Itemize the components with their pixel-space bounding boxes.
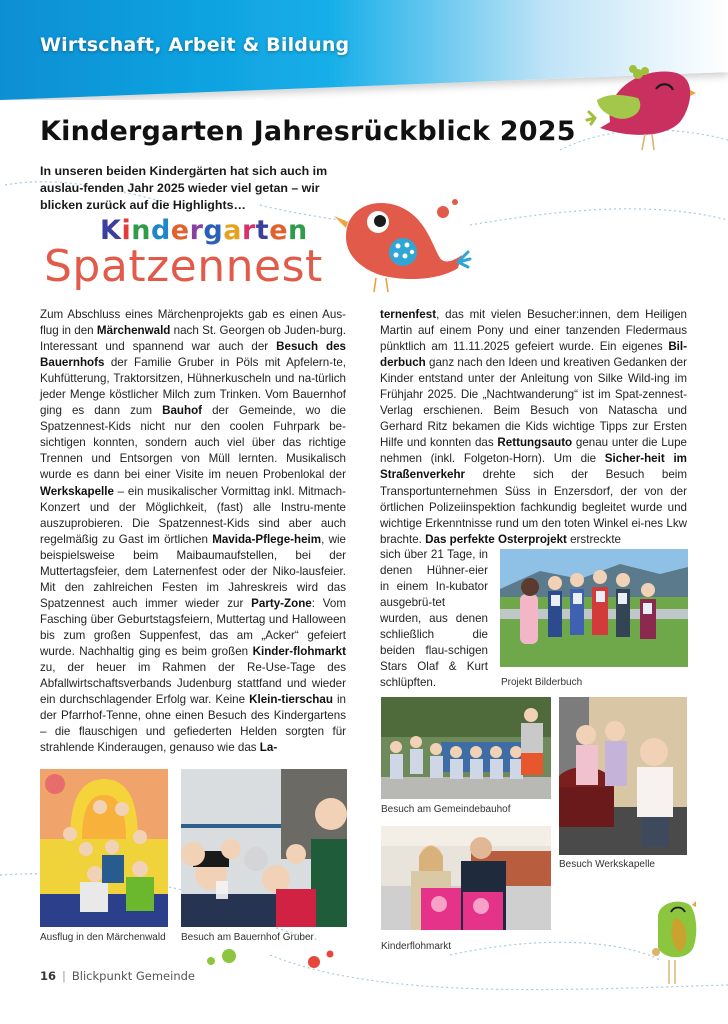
- red-dot: [308, 956, 320, 968]
- body-text: – ein musikalischer Vormittag inkl. Mitmach-Konzert und der Möglichkeit, (fast) alle Instru-mente auszuprobieren. Die Spatzennest-Kids sind aber auch regelmäßig zu Gast im örtlichen: [40, 484, 346, 546]
- green-dot: [222, 949, 236, 963]
- body-text: , das mit vielen Besucher:innen, dem Heiligen Martin auf einem Pony und einer tanzenden Fledermaus pünktlich am 11.11.2025 gefeiert wurde. Ein eigenes: [380, 308, 687, 354]
- bold-highlight: Party-Zone: [251, 596, 312, 610]
- kindergarten-spatzennest-logo: [40, 213, 340, 305]
- green-bird-icon: [652, 901, 696, 984]
- logo-letter: i: [121, 215, 132, 246]
- photo-werkskapelle: [559, 697, 687, 855]
- article-column-1: [40, 307, 346, 756]
- dotted-line: [270, 955, 728, 990]
- green-dot: [207, 957, 215, 965]
- photo-gemeindebauhof: [381, 697, 551, 799]
- page-footer: [40, 969, 195, 983]
- red-dot: [452, 199, 458, 205]
- logo-letter: n: [288, 215, 308, 246]
- logo-letter: K: [100, 215, 122, 246]
- bold-highlight: Klein-tierschau: [249, 693, 333, 707]
- bold-highlight: Märchenwald: [96, 324, 171, 338]
- footer-separator: |: [62, 969, 66, 983]
- bold-highlight: Das perfekte Osterprojekt: [425, 532, 567, 546]
- body-text: zu, der heuer im Rahmen der Re-Use-Tage des Abfallwirtschaftsverbands Judenburg stattfand und wieder ein durchschlagender Erfolg war. Keine: [40, 661, 346, 707]
- article-intro: In unseren beiden Kindergärten hat sich auch im auslau-fenden Jahr 2025 wieder viel getan – wir blicken zurück auf die Highlights…: [40, 164, 328, 212]
- article-column-2: [380, 307, 687, 548]
- photo-projekt-bilderbuch: [500, 549, 688, 667]
- logo-letter: a: [223, 215, 242, 246]
- photo-maerchenwald: [40, 769, 168, 927]
- publication-name: Blickpunkt Gemeinde: [71, 969, 195, 983]
- logo-letter: d: [150, 215, 171, 246]
- caption-projekt-bilderbuch: Projekt Bilderbuch: [501, 677, 583, 688]
- caption-kinderflohmarkt: Kinderflohmarkt: [381, 941, 452, 952]
- red-bird-icon: [334, 203, 470, 292]
- bold-highlight: Sicher-heit im Straßenverkehr: [380, 452, 687, 482]
- caption-maerchenwald: Ausflug in den Märchenwald: [40, 932, 166, 943]
- logo-letter: r: [241, 215, 256, 246]
- logo-letter: n: [131, 215, 151, 246]
- body-text: genau unter die Lupe nehmen (inkl. Folgeton-Horn). Um die: [380, 436, 687, 466]
- caption-gemeindebauhof: Besuch am Gemeindebauhof: [381, 804, 511, 815]
- photo-bauernhof: [181, 769, 347, 927]
- page-number: 16: [40, 969, 57, 983]
- caption-werkskapelle: Besuch Werkskapelle: [559, 859, 655, 870]
- body-text: drehte sich der Besuch beim Transportunternehmen Süss in Enzersdorf, der von der örtlichen Polizeiinspektion fachkundig begleitet wurde und wichtige Erkenntnisse rund um den toten Winkel ei-nes Lkw brachte.: [380, 468, 687, 546]
- logo-letter: g: [203, 215, 224, 246]
- bold-highlight: La-: [259, 741, 278, 755]
- body-text: : Vom Fasching über Geburtstagsfeiern, Muttertag und Halloween bis zum großen Suppenfest, das am „Acker“ gefeiert wurde. Nachhaltig ging es beim großen: [40, 596, 346, 658]
- logo-letter: t: [255, 215, 270, 246]
- pink-bird-icon: [587, 65, 696, 150]
- body-text: ganz nach den Ideen und kreativen Gedanken der Kinder entstand unter der Anleitung von Silke Wild-ing im Frühjahr 2025. Die „Nachtwanderung“ ist im Spat-zennest-Verlag erschienen. Beim Besuch von Natascha und Gerhard Ritz bekamen die Kids wichtige Tipps zur Ersten Hilfe und konnten das: [380, 356, 687, 450]
- section-title: Wirtschaft, Arbeit & Bildung: [40, 34, 350, 56]
- logo-letter: e: [269, 215, 289, 246]
- caption-bauernhof: Besuch am Bauernhof Gruber: [181, 932, 314, 943]
- bold-highlight: ternenfest: [380, 308, 437, 321]
- body-text: , wie beispielsweise beim Maibaumaufstellen, bei der Muttertagsfeier, dem Laternenfest oder der Niko-lausfeier. Mit den zahlreichen Festen im Jahreskreis wird das Spatzennest auch immer wieder zur: [40, 532, 346, 610]
- bold-highlight: Kinder-flohmarkt: [252, 644, 346, 658]
- bold-highlight: Rettungsauto: [497, 436, 573, 450]
- body-text: der Familie Gruber in Pöls mit Apfelern-te, Kuhfütterung, Traktorsitzen, Hühnerkuscheln und na-türlich jeder Menge köstlicher Milch zum Trinken. Vom Bauernhof ging es dann zum: [40, 356, 346, 418]
- bold-highlight: Bauhof: [162, 404, 203, 418]
- article-headline: Kindergarten Jahresrückblick 2025: [40, 116, 576, 147]
- body-text: in der Pfarrhof-Tenne, ohne einen Besuch des Kindergartens – die flauschigen und gefiederten Helden sorgten für strahlende Kinderaugen, genauso wie das: [40, 693, 346, 755]
- red-dot: [327, 951, 334, 958]
- logo-spatzennest-text: Spatzennest: [44, 241, 323, 292]
- dotted-line: [450, 942, 660, 960]
- bold-highlight: Bil-derbuch: [380, 340, 687, 370]
- dotted-line: [470, 209, 728, 225]
- bold-highlight: Werkskapelle: [40, 484, 114, 498]
- red-dot: [437, 206, 449, 218]
- bold-highlight: Besuch des Bauernhofs: [40, 340, 346, 370]
- photo-kinderflohmarkt: [381, 826, 551, 930]
- article-column-2-wrap: sich über 21 Tage, in denen Hühner-eier in einem In-kubator ausgebrü-tet wurden, aus denen schließlich die beiden flau-schigen Stars Olaf & Kurt schlüpften.: [380, 548, 488, 690]
- logo-letter: r: [189, 215, 204, 246]
- body-text: erstreckte: [566, 532, 622, 546]
- logo-letter: e: [170, 215, 190, 246]
- body-text: Zum Abschluss eines Märchenprojekts gab es einen Aus-flug in den: [40, 308, 346, 338]
- bold-highlight: Mavida-Pflege-heim: [212, 532, 322, 546]
- body-text: der Gemeinde, wo die Spatzennest-Kids nicht nur den coolen Fuhrpark be-sichtigen konnten, sondern auch viel über das richtige Trennen und Entsorgen von Müll lernten. Musikalisch wurde es dann bei einer Visite im neuen Probenlokal der: [40, 404, 346, 482]
- body-text: nach St. Georgen ob Juden-burg. Interessant und spannend war auch der: [40, 324, 346, 354]
